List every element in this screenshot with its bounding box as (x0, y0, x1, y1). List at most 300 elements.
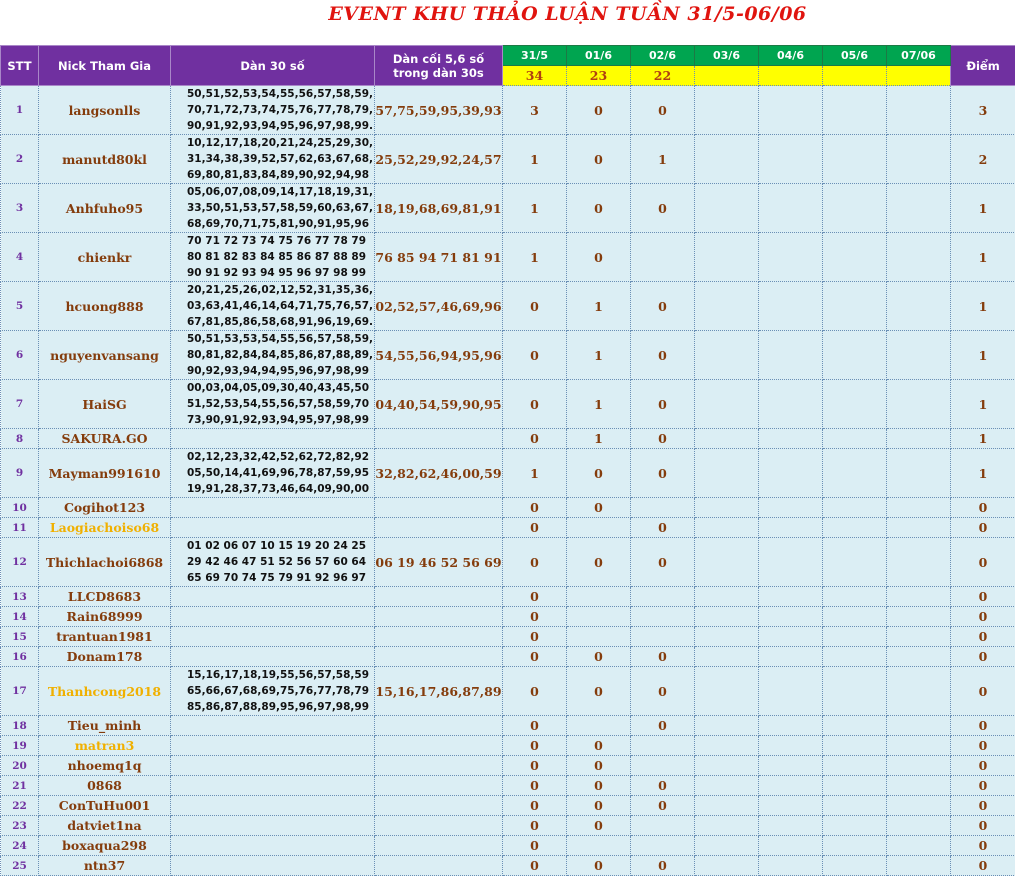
row-score (759, 518, 823, 538)
row-score (631, 607, 695, 627)
row-score (887, 86, 951, 135)
row-score (887, 538, 951, 587)
row-score: 0 (503, 647, 567, 667)
row-dan-coi (375, 518, 503, 538)
row-score (695, 587, 759, 607)
row-score: 0 (631, 86, 695, 135)
row-score (759, 756, 823, 776)
table-body (1, 86, 1015, 876)
row-score (887, 587, 951, 607)
row-dan-30 (171, 233, 375, 282)
row-score (567, 587, 631, 607)
row-score (823, 380, 887, 429)
row-nick: 0868 (39, 776, 171, 796)
header-day: 31/5 (503, 46, 567, 66)
row-score (887, 380, 951, 429)
table-row (1, 796, 1015, 816)
row-dan-coi: 15,16,17,86,87,89 (375, 667, 503, 716)
row-dan-30 (171, 282, 375, 331)
row-score: 1 (631, 135, 695, 184)
row-stt: 1 (1, 86, 39, 135)
row-score (823, 816, 887, 836)
row-score (695, 667, 759, 716)
row-diem: 0 (951, 498, 1015, 518)
day-result (823, 66, 887, 86)
row-score (823, 647, 887, 667)
row-diem: 1 (951, 449, 1015, 498)
row-stt: 22 (1, 796, 39, 816)
table-row (1, 380, 1015, 429)
row-stt: 20 (1, 756, 39, 776)
row-score: 0 (631, 429, 695, 449)
row-score: 0 (503, 607, 567, 627)
row-stt: 3 (1, 184, 39, 233)
row-score (631, 816, 695, 836)
row-diem: 0 (951, 627, 1015, 647)
day-result (887, 66, 951, 86)
dan-line: 73,90,91,92,93,94,95,97,98,99 (187, 414, 370, 426)
event-table (0, 45, 1015, 876)
header-dan-coi: Dàn cối 5,6 số trong dàn 30s (375, 46, 503, 86)
row-stt: 10 (1, 498, 39, 518)
row-score (631, 836, 695, 856)
dan-line: 65 69 70 74 75 79 91 92 96 97 (187, 572, 367, 584)
row-score (759, 429, 823, 449)
day-result (695, 66, 759, 86)
row-score (695, 756, 759, 776)
row-score (759, 776, 823, 796)
row-score (695, 86, 759, 135)
row-score: 0 (631, 667, 695, 716)
row-diem: 0 (951, 716, 1015, 736)
dan-line: 51,52,53,54,55,56,57,58,59,70 (187, 398, 370, 410)
dan-line: 01 02 06 07 10 15 19 20 24 25 (187, 540, 367, 552)
row-stt: 6 (1, 331, 39, 380)
row-nick: boxaqua298 (39, 836, 171, 856)
row-score (887, 518, 951, 538)
table-row (1, 331, 1015, 380)
row-score: 0 (567, 776, 631, 796)
row-score (823, 627, 887, 647)
row-score: 0 (567, 816, 631, 836)
row-score (695, 498, 759, 518)
row-diem: 0 (951, 607, 1015, 627)
row-diem: 1 (951, 380, 1015, 429)
row-score: 0 (503, 796, 567, 816)
table-row (1, 498, 1015, 518)
row-diem: 0 (951, 518, 1015, 538)
dan-line: 19,91,28,37,73,46,64,09,90,00 (187, 483, 370, 495)
row-diem: 0 (951, 667, 1015, 716)
row-score: 0 (567, 647, 631, 667)
row-score (759, 627, 823, 647)
row-score (631, 627, 695, 647)
row-score: 0 (567, 86, 631, 135)
row-score (823, 233, 887, 282)
row-score (695, 607, 759, 627)
row-score (887, 449, 951, 498)
row-score (823, 135, 887, 184)
row-dan-coi (375, 587, 503, 607)
day-result: 23 (567, 66, 631, 86)
row-score: 0 (503, 856, 567, 876)
row-dan-coi: 54,55,56,94,95,96 (375, 331, 503, 380)
row-dan-coi: 76 85 94 71 81 91 (375, 233, 503, 282)
row-score (759, 135, 823, 184)
row-score (759, 836, 823, 856)
row-dan-coi (375, 627, 503, 647)
row-score (823, 86, 887, 135)
row-score (823, 796, 887, 816)
row-stt: 9 (1, 449, 39, 498)
row-score: 0 (567, 135, 631, 184)
row-score (759, 449, 823, 498)
row-diem: 1 (951, 282, 1015, 331)
row-score (695, 776, 759, 796)
row-score (759, 86, 823, 135)
day-result (759, 66, 823, 86)
row-stt: 13 (1, 587, 39, 607)
row-nick: Tieu_minh (39, 716, 171, 736)
dan-line: 90 91 92 93 94 95 96 97 98 99 (187, 267, 367, 279)
row-dan-coi: 32,82,62,46,00,59 (375, 449, 503, 498)
row-nick: Cogihot123 (39, 498, 171, 518)
dan-line: 03,63,41,46,14,64,71,75,76,57, (187, 300, 374, 312)
row-dan-30 (171, 667, 375, 716)
table-row (1, 429, 1015, 449)
row-stt: 7 (1, 380, 39, 429)
row-score (759, 716, 823, 736)
row-score: 0 (567, 449, 631, 498)
row-score (759, 233, 823, 282)
row-dan-coi: 06 19 46 52 56 69 (375, 538, 503, 587)
row-dan-30 (171, 647, 375, 667)
row-score (631, 736, 695, 756)
row-score (823, 282, 887, 331)
dan-line: 20,21,25,26,02,12,52,31,35,36, (187, 284, 374, 296)
row-score (631, 498, 695, 518)
row-score: 0 (503, 282, 567, 331)
row-score (823, 716, 887, 736)
row-dan-30 (171, 449, 375, 498)
row-score: 0 (503, 836, 567, 856)
table-row (1, 736, 1015, 756)
row-dan-30 (171, 836, 375, 856)
row-diem: 0 (951, 856, 1015, 876)
header-day: 03/6 (695, 46, 759, 66)
row-score (695, 856, 759, 876)
table-row (1, 587, 1015, 607)
row-score: 0 (503, 756, 567, 776)
row-nick: Laogiachoiso68 (39, 518, 171, 538)
row-nick: manutd80kl (39, 135, 171, 184)
row-score (887, 736, 951, 756)
row-score: 0 (631, 856, 695, 876)
row-score (823, 429, 887, 449)
row-score (695, 449, 759, 498)
row-score (823, 856, 887, 876)
row-stt: 18 (1, 716, 39, 736)
row-score: 1 (503, 233, 567, 282)
row-score (887, 816, 951, 836)
row-nick: matran3 (39, 736, 171, 756)
dan-line: 31,34,38,39,52,57,62,63,67,68, (187, 153, 374, 165)
row-score: 0 (567, 184, 631, 233)
row-score: 0 (631, 716, 695, 736)
row-dan-coi: 25,52,29,92,24,57 (375, 135, 503, 184)
row-score (823, 736, 887, 756)
row-stt: 11 (1, 518, 39, 538)
table-row (1, 282, 1015, 331)
row-score: 0 (631, 796, 695, 816)
table-row (1, 667, 1015, 716)
dan-line: 33,50,51,53,57,58,59,60,63,67, (187, 202, 374, 214)
table-row (1, 538, 1015, 587)
row-diem: 0 (951, 756, 1015, 776)
row-nick: LLCD8683 (39, 587, 171, 607)
row-score (887, 667, 951, 716)
row-dan-30 (171, 716, 375, 736)
dan-line: 67,81,85,86,58,68,91,96,19,69. (187, 316, 374, 328)
row-dan-30 (171, 627, 375, 647)
row-dan-30 (171, 184, 375, 233)
row-score (695, 233, 759, 282)
row-nick: Rain68999 (39, 607, 171, 627)
row-score (695, 331, 759, 380)
row-score (759, 816, 823, 836)
row-score (887, 184, 951, 233)
dan-line: 10,12,17,18,20,21,24,25,29,30, (187, 137, 374, 149)
row-dan-coi: 04,40,54,59,90,95 (375, 380, 503, 429)
row-dan-30 (171, 736, 375, 756)
row-score (695, 135, 759, 184)
row-nick: SAKURA.GO (39, 429, 171, 449)
dan-line: 80 81 82 83 84 85 86 87 88 89 (187, 251, 367, 263)
table-row (1, 233, 1015, 282)
row-score: 1 (567, 429, 631, 449)
header-day: 02/6 (631, 46, 695, 66)
row-score (887, 135, 951, 184)
row-nick: trantuan1981 (39, 627, 171, 647)
row-dan-30 (171, 796, 375, 816)
row-score (823, 518, 887, 538)
row-score (887, 647, 951, 667)
row-dan-30 (171, 607, 375, 627)
row-stt: 14 (1, 607, 39, 627)
row-score (887, 796, 951, 816)
row-diem: 1 (951, 429, 1015, 449)
row-score: 0 (503, 716, 567, 736)
row-score: 0 (631, 282, 695, 331)
row-score (631, 756, 695, 776)
row-score (823, 538, 887, 587)
dan-line: 70 71 72 73 74 75 76 77 78 79 (187, 235, 367, 247)
table-row (1, 184, 1015, 233)
table-row (1, 449, 1015, 498)
row-dan-coi: 18,19,68,69,81,91 (375, 184, 503, 233)
day-result: 34 (503, 66, 567, 86)
row-score (887, 233, 951, 282)
row-diem: 0 (951, 816, 1015, 836)
row-score (631, 587, 695, 607)
row-score: 0 (503, 587, 567, 607)
row-score: 0 (567, 498, 631, 518)
row-score: 0 (631, 776, 695, 796)
row-score (695, 836, 759, 856)
row-score (887, 776, 951, 796)
row-score (823, 756, 887, 776)
row-score (823, 607, 887, 627)
row-nick: datviet1na (39, 816, 171, 836)
row-dan-30 (171, 498, 375, 518)
row-diem: 0 (951, 796, 1015, 816)
header-dan-30: Dàn 30 số (171, 46, 375, 86)
dan-line: 05,50,14,41,69,96,78,87,59,95 (187, 467, 370, 479)
dan-line: 80,81,82,84,84,85,86,87,88,89, (187, 349, 374, 361)
row-score (759, 184, 823, 233)
row-score (759, 498, 823, 518)
row-score (887, 498, 951, 518)
row-score (823, 776, 887, 796)
row-nick: chienkr (39, 233, 171, 282)
row-score: 1 (567, 380, 631, 429)
row-dan-coi: 57,75,59,95,39,93 (375, 86, 503, 135)
row-score (567, 836, 631, 856)
row-score: 0 (567, 667, 631, 716)
row-dan-coi (375, 816, 503, 836)
row-score: 0 (631, 538, 695, 587)
row-score (695, 796, 759, 816)
row-score: 0 (503, 816, 567, 836)
row-score: 1 (567, 282, 631, 331)
row-diem: 2 (951, 135, 1015, 184)
row-score (823, 667, 887, 716)
row-score (695, 380, 759, 429)
row-score (567, 607, 631, 627)
row-score (887, 607, 951, 627)
row-nick: ConTuHu001 (39, 796, 171, 816)
dan-line: 65,66,67,68,69,75,76,77,78,79 (187, 685, 370, 697)
row-dan-30 (171, 429, 375, 449)
dan-line: 29 42 46 47 51 52 56 57 60 64 (187, 556, 367, 568)
row-stt: 5 (1, 282, 39, 331)
row-score: 0 (567, 233, 631, 282)
row-stt: 12 (1, 538, 39, 587)
row-stt: 23 (1, 816, 39, 836)
row-score: 0 (503, 538, 567, 587)
table-row (1, 716, 1015, 736)
row-dan-coi (375, 498, 503, 518)
row-score (567, 716, 631, 736)
row-score: 3 (503, 86, 567, 135)
header-day: 05/6 (823, 46, 887, 66)
row-dan-coi (375, 607, 503, 627)
row-dan-30 (171, 856, 375, 876)
row-score (823, 184, 887, 233)
row-nick: Donam178 (39, 647, 171, 667)
row-score (887, 282, 951, 331)
row-score (887, 429, 951, 449)
row-score: 0 (503, 429, 567, 449)
row-dan-coi (375, 836, 503, 856)
row-score (823, 836, 887, 856)
row-dan-30 (171, 331, 375, 380)
row-score: 0 (503, 776, 567, 796)
row-score (887, 716, 951, 736)
row-score: 1 (567, 331, 631, 380)
row-nick: langsonlls (39, 86, 171, 135)
dan-line: 68,69,70,71,75,81,90,91,95,96 (187, 218, 370, 230)
row-dan-30 (171, 816, 375, 836)
dan-line: 50,51,53,53,54,55,56,57,58,59, (187, 333, 374, 345)
row-score (759, 587, 823, 607)
row-score: 0 (631, 380, 695, 429)
row-diem: 0 (951, 647, 1015, 667)
row-nick: Thichlachoi6868 (39, 538, 171, 587)
row-stt: 21 (1, 776, 39, 796)
row-score (759, 331, 823, 380)
dan-line: 05,06,07,08,09,14,17,18,19,31, (187, 186, 374, 198)
row-diem: 0 (951, 736, 1015, 756)
dan-line: 50,51,52,53,54,55,56,57,58,59, (187, 88, 374, 100)
row-score (695, 429, 759, 449)
row-dan-30 (171, 756, 375, 776)
row-dan-coi (375, 756, 503, 776)
row-score (695, 647, 759, 667)
row-stt: 16 (1, 647, 39, 667)
row-score (823, 449, 887, 498)
row-nick: HaiSG (39, 380, 171, 429)
row-score (759, 647, 823, 667)
row-stt: 17 (1, 667, 39, 716)
row-score: 0 (503, 518, 567, 538)
row-score (695, 627, 759, 647)
table-row (1, 518, 1015, 538)
dan-line: 90,91,92,93,94,95,96,97,98,99. (187, 120, 374, 132)
row-stt: 19 (1, 736, 39, 756)
row-score (823, 498, 887, 518)
row-score (695, 282, 759, 331)
table-row (1, 135, 1015, 184)
row-score: 0 (567, 538, 631, 587)
row-diem: 0 (951, 538, 1015, 587)
row-nick: nhoemq1q (39, 756, 171, 776)
row-diem: 3 (951, 86, 1015, 135)
row-score (759, 538, 823, 587)
row-score: 0 (567, 736, 631, 756)
row-score (759, 667, 823, 716)
day-result: 22 (631, 66, 695, 86)
row-dan-30 (171, 518, 375, 538)
row-score (695, 518, 759, 538)
header-nick: Nick Tham Gia (39, 46, 171, 86)
row-score: 0 (631, 184, 695, 233)
row-score (695, 816, 759, 836)
row-dan-coi: 02,52,57,46,69,96 (375, 282, 503, 331)
row-score (759, 282, 823, 331)
row-score: 0 (567, 796, 631, 816)
row-dan-coi (375, 796, 503, 816)
dan-line: 02,12,23,32,42,52,62,72,82,92 (187, 451, 370, 463)
row-stt: 24 (1, 836, 39, 856)
row-dan-30 (171, 587, 375, 607)
dan-line: 90,92,93,94,94,95,96,97,98,99 (187, 365, 370, 377)
row-score (887, 856, 951, 876)
dan-line: 15,16,17,18,19,55,56,57,58,59 (187, 669, 370, 681)
row-score (695, 716, 759, 736)
table-row (1, 627, 1015, 647)
row-score (759, 856, 823, 876)
